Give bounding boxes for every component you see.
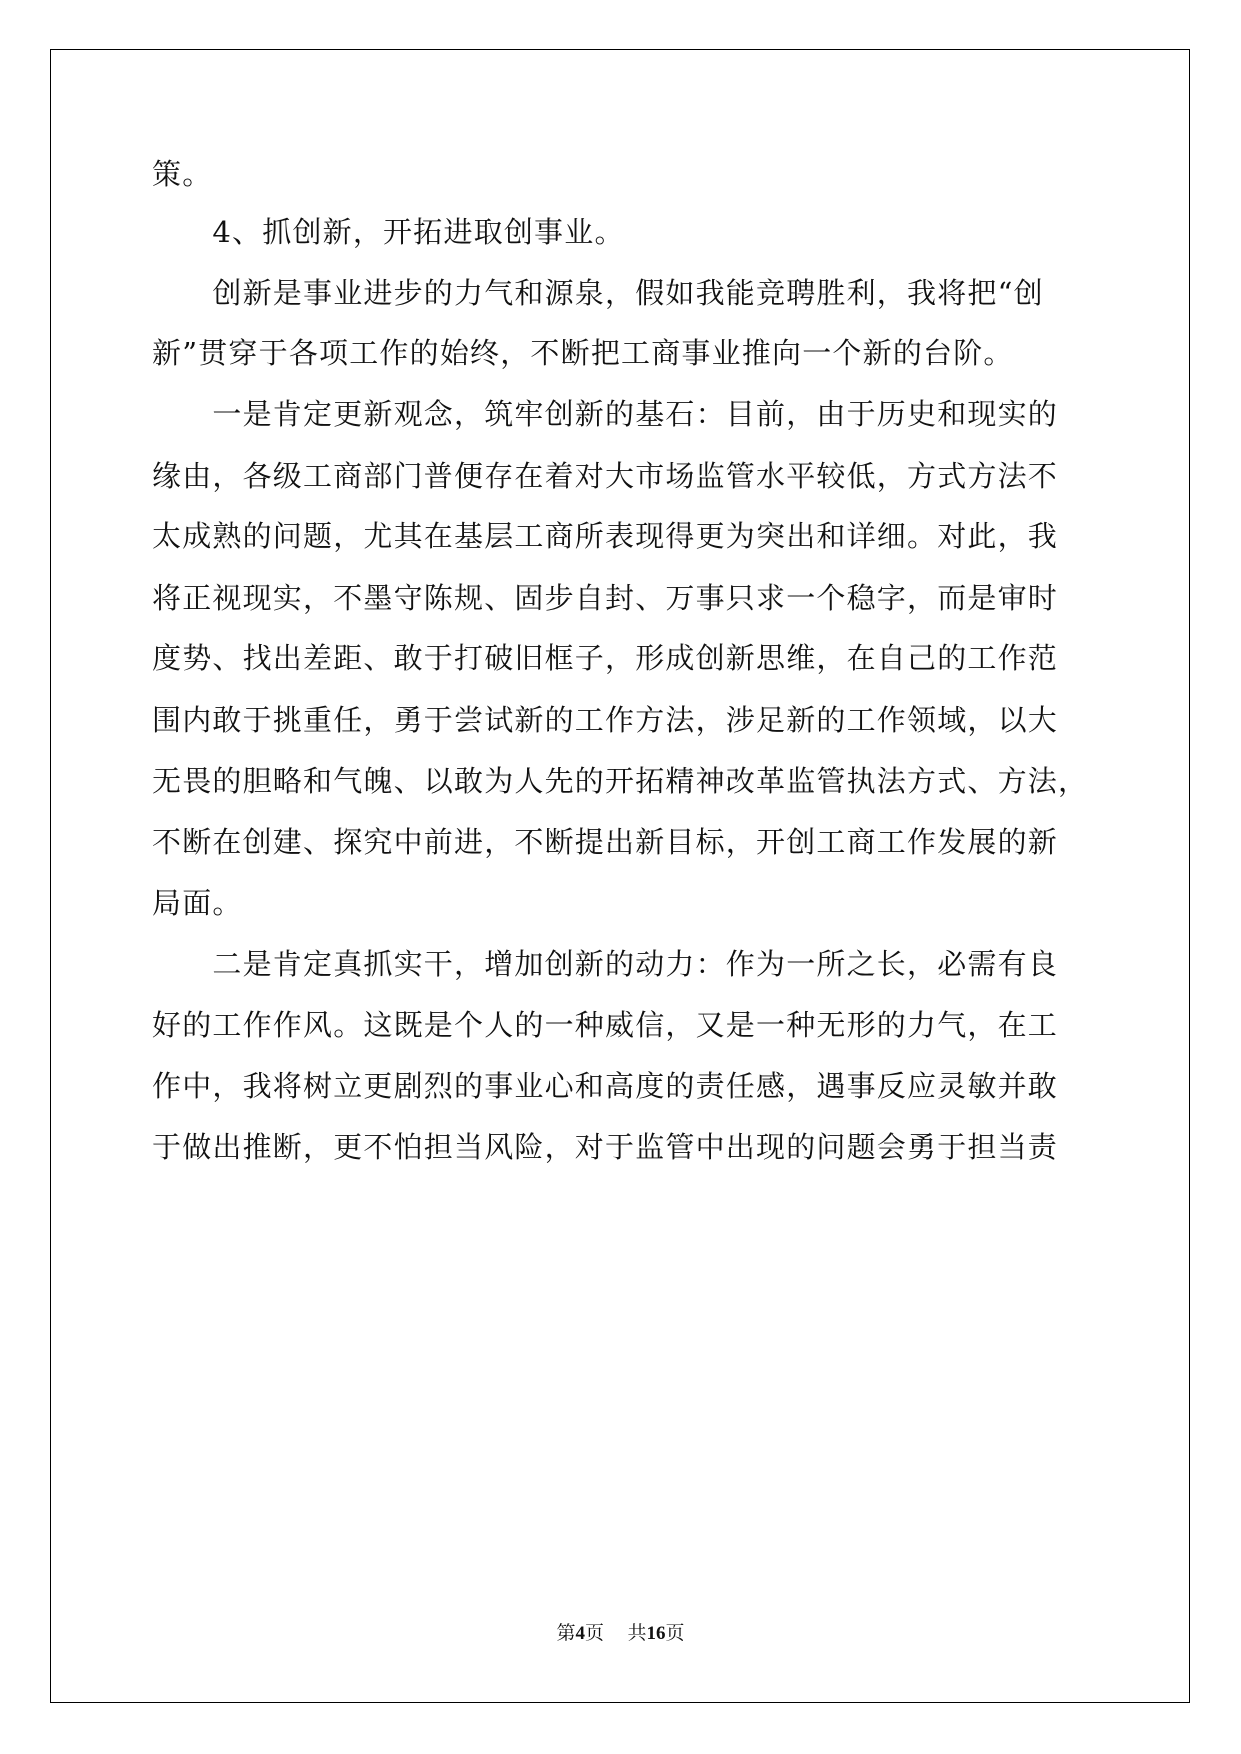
text-line: 作中，我将树立更剧烈的事业心和高度的责任感，遇事反应灵敏并敢 [152,1069,1059,1103]
text-line: 于做出推断，更不怕担当风险，对于监管中出现的问题会勇于担当责 [152,1130,1059,1164]
text-line: 局面。 [152,886,243,920]
text-line: 太成熟的问题，尤其在基层工商所表现得更为突出和详细。对此，我 [152,519,1059,553]
total-prefix: 共 [627,1623,647,1644]
text-line: 度势、找出差距、敢于打破旧框子，形成创新思维，在自己的工作范 [152,641,1059,675]
text-line: 好的工作作风。这既是个人的一种威信，又是一种无形的力气，在工 [152,1008,1059,1042]
text-line: 创新是事业进步的力气和源泉，假如我能竞聘胜利，我将把“创 [152,276,1044,310]
total-unit: 页 [665,1623,685,1644]
text-line: 无畏的胆略和气魄、以敢为人先的开拓精神改革监管执法方式、方法， [152,764,1089,798]
page-footer [0,1618,1241,1645]
text-line: 新”贯穿于各项工作的始终，不断把工商事业推向一个新的台阶。 [152,336,1014,370]
text-line: 一是肯定更新观念，筑牢创新的基石：目前，由于历史和现实的 [152,397,1059,431]
page-number: 4 [575,1623,585,1644]
text-line: 围内敢于挑重任，勇于尝试新的工作方法，涉足新的工作领域，以大 [152,703,1059,737]
text-line: 二是肯定真抓实干，增加创新的动力：作为一所之长，必需有良 [152,947,1059,981]
text-line: 缘由，各级工商部门普便存在着对大市场监管水平较低，方式方法不 [152,459,1059,493]
text-line: 4、抓创新，开拓进取创事业。 [152,215,625,249]
text-line: 不断在创建、探究中前进，不断提出新目标，开创工商工作发展的新 [152,825,1059,859]
total-pages: 16 [646,1623,666,1644]
text-line: 策。 [152,157,213,191]
page-prefix: 第 [556,1623,576,1644]
page-unit: 页 [584,1623,604,1644]
text-line: 将正视现实，不墨守陈规、固步自封、万事只求一个稳字，而是审时 [152,581,1059,615]
